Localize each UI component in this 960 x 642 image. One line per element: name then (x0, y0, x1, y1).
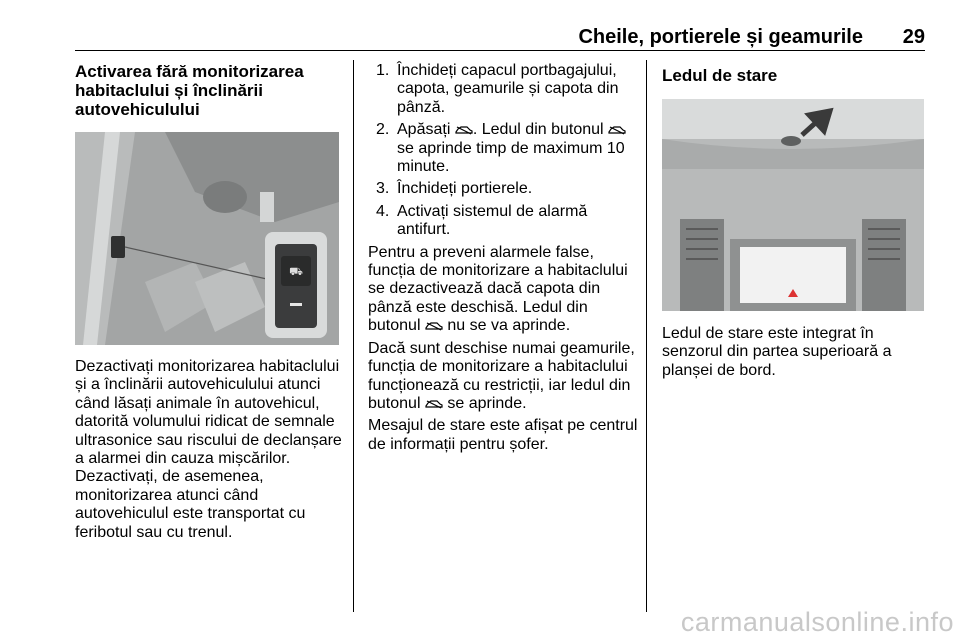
car-alarm-icon (608, 125, 626, 135)
car-alarm-icon (425, 321, 443, 331)
steps-list (368, 62, 638, 240)
left-body-text: Dezactivați monitorizarea habitaclului și a înclinării autovehiculului atunci când lăsați animale în autovehicul, datorită volumului ridicat de semnale ultrasonice sau riscului de declanșare a alarmei din cauza mișcărilor. Dezactivați, de asemenea, monitorizarea atunci când autovehiculul este transportat cu feribotul sau cu trenul. (75, 358, 342, 541)
para-text: nu se va aprinde. (442, 317, 571, 335)
column-divider-left (353, 60, 354, 612)
step-text: Activați sistemul de alarmă antifurt. (397, 202, 588, 239)
step-number: 2. (376, 121, 390, 139)
right-heading: Ledul de stare (662, 66, 778, 85)
step-text-post: . Ledul din butonul (472, 121, 609, 139)
interior-illustration-svg (75, 132, 339, 345)
column-divider-right (646, 60, 647, 612)
step-text: Închideți capacul portbagajului, capota, geamurile și capota din pânză. (397, 62, 619, 116)
step-number: 3. (376, 180, 390, 198)
step-number: 4. (376, 202, 390, 220)
para-text: Dacă sunt deschise numai geamurile, funcția de monitorizare a habitaclului funcționează cu restricții, iar ledul din butonul (368, 339, 635, 412)
page-number: 29 (902, 26, 925, 48)
paragraph-false-alarms (368, 244, 638, 336)
step-text: Închideți portierele. (397, 180, 533, 198)
paragraph-windows-open (368, 340, 638, 414)
step-text-post2: se aprinde timp de maximum 10 minute. (397, 139, 625, 176)
para-text: Pentru a preveni alarmele false, funcția de monitorizare a habitaclului se dezactivează dacă capota din pânză este deschisă. Ledul din butonul (368, 243, 628, 335)
step-item-2 (368, 121, 638, 176)
svg-text:⛟: ⛟ (289, 265, 303, 278)
left-heading: Activarea fără monitorizarea habitaclului și înclinării autovehiculului (75, 62, 304, 119)
paragraph-status-message: Mesajul de stare este afișat pe centrul de informații pentru șofer. (368, 417, 638, 453)
dashboard-led-illustration (662, 99, 924, 311)
step-number: 1. (376, 62, 390, 79)
step-item-1 (368, 62, 638, 117)
left-column (75, 62, 345, 546)
middle-column (368, 62, 638, 458)
step-text-pre: Apăsați (397, 121, 455, 139)
dashboard-illustration-svg (662, 99, 924, 311)
step-item-4 (368, 203, 638, 240)
car-alarm-icon (455, 125, 473, 135)
watermark-text: carmanualsonline.info (680, 607, 954, 637)
interior-switch-illustration (75, 132, 339, 345)
para-text: se aprinde. (442, 394, 527, 412)
step-item-3 (368, 180, 638, 198)
right-column (662, 62, 926, 384)
page-header (75, 26, 925, 48)
section-title: Cheile, portierele și geamurile (578, 26, 863, 48)
right-body-text: Ledul de stare este integrat în senzorul din partea superioară a planșei de bord. (662, 325, 892, 379)
header-rule (75, 50, 925, 51)
car-alarm-icon (425, 399, 443, 409)
